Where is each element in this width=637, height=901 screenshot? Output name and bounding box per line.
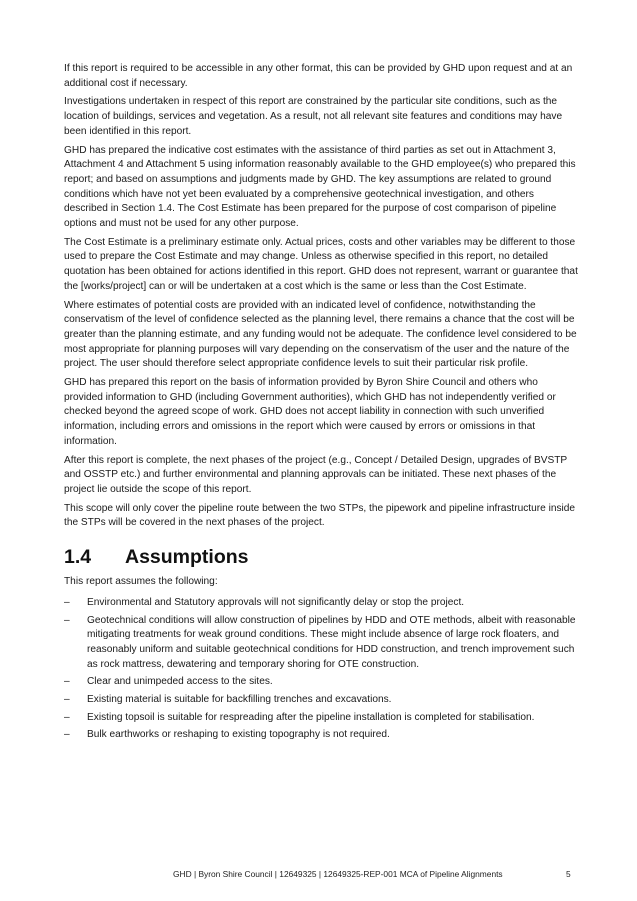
paragraph-confidence-level: Where estimates of potential costs are provided with an indicated level of confidence, notwithstanding the conservatism of the level of confidence selected as the planning level, there remains a chance that the cost will be greater than the planning estimate, and any funding would not be adequate. The confidence level considered to be most appropriate for planning purposes will vary depending on the conservatism of the user and the nature of the project. The user should therefore select appropriate confidence levels to suit their particular risk profile. bbox=[64, 299, 577, 370]
dash-bullet: – bbox=[64, 729, 70, 741]
list-item-text: Existing topsoil is suitable for respreading after the pipeline installation is completed for stabilisation. bbox=[87, 711, 535, 723]
footer-text: GHD | Byron Shire Council | 12649325 | 12649325-REP-001 MCA of Pipeline Alignments bbox=[173, 869, 503, 879]
dash-bullet: – bbox=[64, 676, 70, 688]
paragraph-information-basis: GHD has prepared this report on the basis of information provided by Byron Shire Council and others who provided information to GHD (including Government authorities), which GHD has not independently verified or checked beyond the agreed scope of work. GHD does not accept liability in connection with such unverified information, including errors and omissions in the report which were caused by errors or omissions in that information. bbox=[64, 377, 556, 447]
list-item bbox=[64, 728, 579, 743]
dash-bullet: – bbox=[64, 694, 70, 706]
list-item bbox=[64, 675, 579, 690]
paragraph-next-phases: After this report is complete, the next phases of the project (e.g., Concept / Detailed Design, upgrades of BVSTP and OSSTP etc.) and further environmental and planning approvals can be initiated. These next phases of the project lie outside the scope of this report. bbox=[64, 454, 567, 495]
section-heading bbox=[64, 545, 579, 569]
list-item-text: Clear and unimpeded access to the sites. bbox=[87, 676, 273, 688]
paragraph-cost-estimate-preliminary: The Cost Estimate is a preliminary estimate only. Actual prices, costs and other variables may be different to those used to prepare the Cost Estimate and may change. Unless as otherwise specified in this report, no detailed quotation has been obtained for actions identified in this report. GHD does not represent, warrant or guarantee that the [works/project] can or will be undertaken at a cost which is the same or less than the Cost Estimate. bbox=[64, 236, 578, 292]
paragraph-site-constraints: Investigations undertaken in respect of this report are constrained by the particular site conditions, such as the location of buildings, services and vegetation. As a result, not all relevant site features and conditions may have been identified in this report. bbox=[64, 96, 563, 137]
dash-bullet: – bbox=[64, 711, 70, 723]
list-item-text: Environmental and Statutory approvals will not significantly delay or stop the project. bbox=[87, 596, 465, 608]
page-number: 5 bbox=[566, 869, 571, 879]
list-item bbox=[64, 711, 579, 726]
document-page bbox=[64, 62, 579, 746]
list-item-text: Bulk earthworks or reshaping to existing topography is not required. bbox=[87, 729, 390, 741]
dash-bullet: – bbox=[64, 614, 70, 626]
section-number: 1.4 bbox=[64, 546, 92, 569]
list-item bbox=[64, 596, 579, 611]
paragraph-accessibility: If this report is required to be accessible in any other format, this can be provided by GHD upon request and at an additional cost if necessary. bbox=[64, 63, 573, 89]
list-item-text: Existing material is suitable for backfilling trenches and excavations. bbox=[87, 694, 392, 706]
list-item bbox=[64, 693, 579, 708]
assumptions-intro: This report assumes the following: bbox=[64, 576, 218, 588]
paragraph-scope: This scope will only cover the pipeline route between the two STPs, the pipework and pipeline infrastructure inside the STPs will be covered in the next phases of the project. bbox=[64, 502, 576, 529]
dash-bullet: – bbox=[64, 596, 70, 608]
list-item-text: Geotechnical conditions will allow construction of pipelines by HDD and OTE methods, albeit with reasonable mitigating treatments for weak ground conditions. These might include absence of large rock floaters, and reasonably uniform and suitable geotechnical conditions for HDD construction, and trench improvement such as rock mattress, dewatering and temporary shoring for OTE construction. bbox=[87, 614, 576, 670]
assumptions-list bbox=[64, 596, 579, 743]
paragraph-cost-estimate-preparation: GHD has prepared the indicative cost estimates with the assistance of third parties as set out in Attachment 3, Attachment 4 and Attachment 5 using information reasonably available to the GHD employee(s) who prepared this report; and based on assumptions and judgments made by GHD. The key assumptions are related to ground conditions which have not yet been evaluated by a comprehensive geotechnical investigation, and others described in Section 1.4. The Cost Estimate has been prepared for the purpose of cost comparison of pipeline options and must not be used for any other purpose. bbox=[64, 144, 576, 230]
list-item bbox=[64, 614, 579, 673]
section-title: Assumptions bbox=[125, 546, 249, 569]
